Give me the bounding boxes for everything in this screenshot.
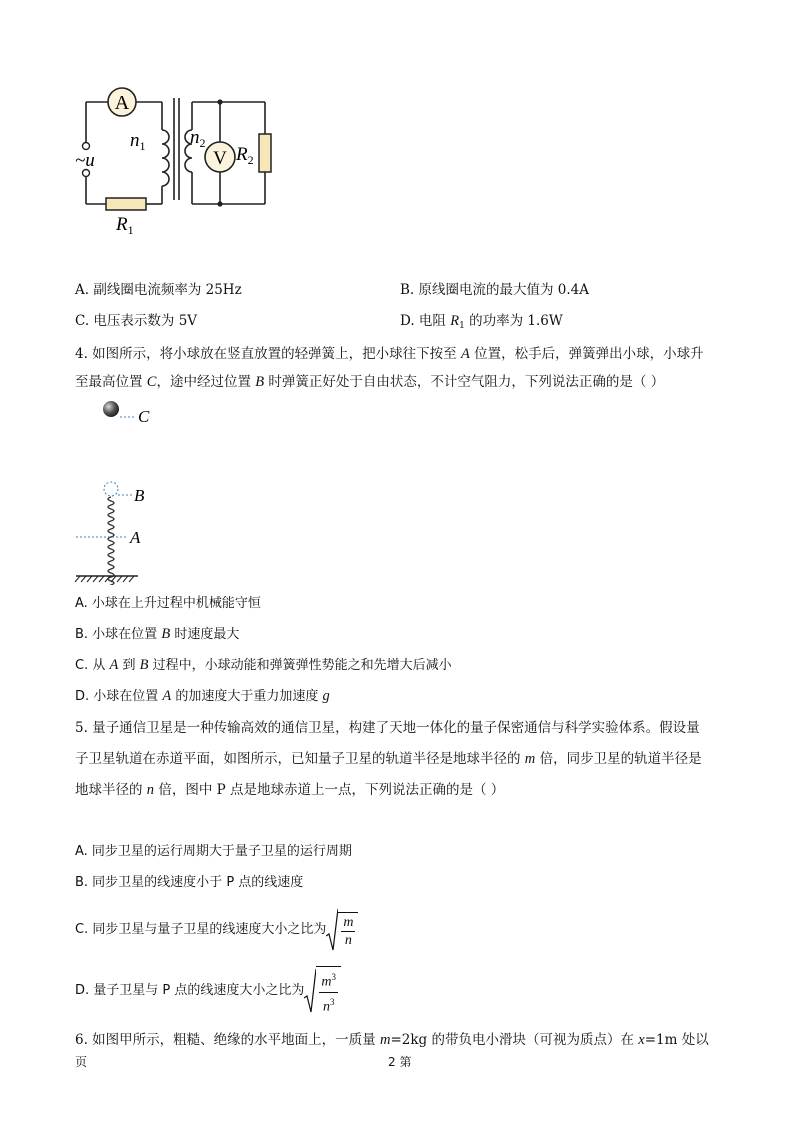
q4-option-a: A. 小球在上升过程中机械能守恒 bbox=[75, 596, 261, 611]
n2-label: n bbox=[190, 127, 200, 148]
page-number: 2 第 bbox=[388, 1055, 412, 1069]
q4-option-c: C. 从 A 到 B 过程中，小球动能和弹簧弹性势能之和先增大后减小 bbox=[75, 657, 452, 673]
sqrt-icon bbox=[326, 908, 338, 952]
q5-option-b: B. 同步卫星的线速度小于 P 点的线速度 bbox=[75, 875, 304, 890]
n2-subscript: 2 bbox=[199, 136, 206, 150]
q3-option-d: D. 电阻 $R_1$ 的功率为 1.6W bbox=[400, 313, 563, 331]
n1-subscript: 1 bbox=[139, 139, 146, 153]
r1-label: R bbox=[116, 214, 128, 235]
r1-subscript: 1 bbox=[127, 223, 134, 237]
ghost-ball-icon bbox=[104, 482, 118, 496]
q4-stem-line-1: 4. 如图所示，将小球放在竖直放置的轻弹簧上，把小球往下按至 A 位置，松手后，弹簧弹出小球，小球升 bbox=[75, 346, 704, 362]
resistor-r2-icon bbox=[259, 134, 271, 172]
svg-text:R2 bbox=[235, 144, 254, 167]
resistor-r1-icon bbox=[106, 198, 146, 210]
footer-left: 页 bbox=[75, 1055, 88, 1069]
q6-stem-line-1: 6. 如图甲所示，粗糙、绝缘的水平地面上，一质量 m=2kg 的带负电小滑块（可视为质点）在 x=1m 处以 bbox=[75, 1032, 709, 1048]
label-a: A bbox=[130, 528, 141, 547]
q3-option-b: B. 原线圈电流的最大值为 0.4A bbox=[400, 282, 590, 298]
q3-option-c: C. 电压表示数为 5V bbox=[75, 313, 198, 329]
q5-option-c: C. 同步卫星与量子卫星的线速度大小之比为 m n bbox=[75, 908, 358, 952]
q5-stem-line-2: 子卫星轨道在赤道平面，如图所示，已知量子卫星的轨道半径是地球半径的 m 倍，同步卫星的轨道半径是 bbox=[75, 751, 702, 767]
svg-text:n2 bbox=[190, 127, 206, 150]
q5-option-d: D. 量子卫星与 P 点的线速度大小之比为 $m^3$ $n^3$ bbox=[75, 965, 341, 1016]
sqrt-icon bbox=[304, 968, 316, 1014]
q4-option-d: D. 小球在位置 A 的加速度大于重力加速度 g bbox=[75, 688, 330, 704]
r2-subscript: 2 bbox=[247, 153, 254, 167]
r2-label: R bbox=[236, 144, 248, 165]
n1-label: n bbox=[130, 130, 140, 151]
label-c: C bbox=[138, 407, 150, 426]
q4-stem-line-2: 至最高位置 C，途中经过位置 B 时弹簧正好处于自由状态，不计空气阻力，下列说法正确的是（ ） bbox=[75, 374, 665, 390]
q3-option-a: A. 副线圈电流频率为 25Hz bbox=[75, 282, 242, 298]
q4-option-b: B. 小球在位置 B 时速度最大 bbox=[75, 626, 240, 642]
ammeter-label: A bbox=[114, 92, 130, 114]
spring-figure bbox=[70, 395, 180, 585]
transformer-circuit-figure bbox=[70, 80, 285, 240]
voltmeter-label: V bbox=[213, 148, 227, 169]
ball-icon bbox=[103, 401, 119, 417]
ammeter-icon bbox=[108, 88, 136, 116]
label-b: B bbox=[134, 486, 145, 505]
voltmeter-icon bbox=[205, 142, 235, 172]
q5-stem-line-1: 5. 量子通信卫星是一种传输高效的通信卫星，构建了天地一体化的量子保密通信与科学实验体系。假设量 bbox=[75, 720, 700, 736]
svg-text:R1 bbox=[115, 214, 134, 237]
q5-option-a: A. 同步卫星的运行周期大于量子卫星的运行周期 bbox=[75, 844, 352, 859]
source-label: ~u bbox=[75, 150, 95, 171]
q5-stem-line-3: 地球半径的 n 倍，图中 P 点是地球赤道上一点，下列说法正确的是（ ） bbox=[75, 782, 505, 798]
svg-text:n1 bbox=[130, 130, 146, 153]
spring-icon bbox=[108, 497, 114, 585]
